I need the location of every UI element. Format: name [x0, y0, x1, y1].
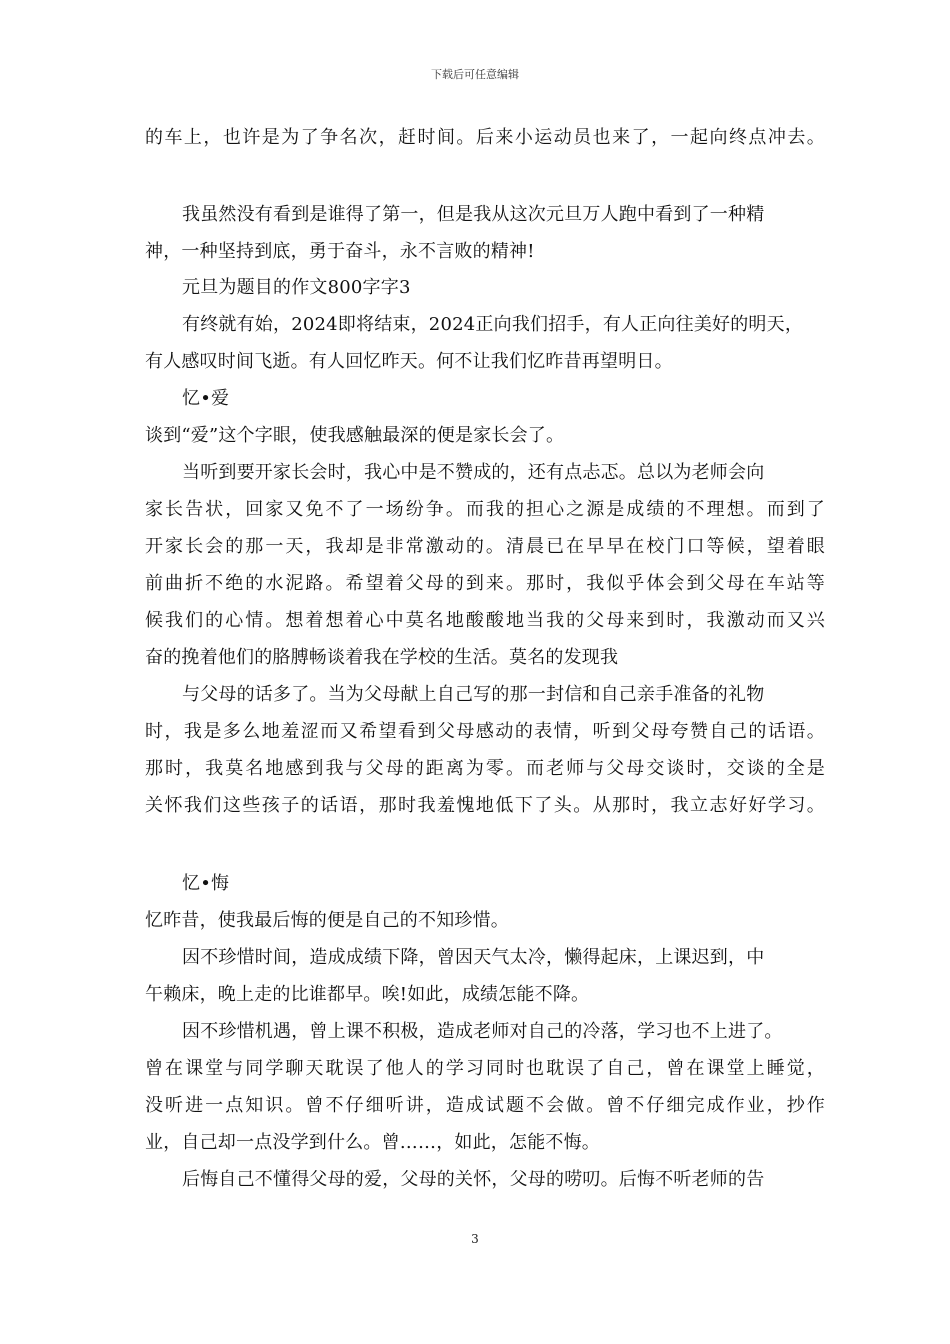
text-line: 没听进一点知识。曾不仔细听讲，造成试题不会做。曾不仔细完成作业，抄作	[145, 1095, 825, 1116]
text-line: 午赖床，晚上走的比谁都早。唉!如此，成绩怎能不降。	[145, 984, 590, 1005]
text-line: 业，自己却一点没学到什么。曾……，如此，怎能不悔。	[145, 1132, 600, 1153]
page-header: 下载后可任意编辑	[431, 68, 519, 81]
text-line: 时，我是多么地羞涩而又希望看到父母感动的表情，听到父母夸赞自己的话语。	[145, 721, 825, 742]
text-line: 的车上，也许是为了争名次，赶时间。后来小运动员也来了，一起向终点冲去。	[145, 127, 825, 148]
section-heading: 忆•爱	[182, 388, 230, 409]
text-line: 神，一种坚持到底，勇于奋斗，永不言败的精神!	[145, 241, 535, 262]
text-line: 家长告状，回家又免不了一场纷争。而我的担心之源是成绩的不理想。而到了	[145, 499, 825, 520]
text-line: 元旦为题目的作文800字字3	[182, 277, 411, 298]
text-line: 候我们的心情。想着想着心中莫名地酸酸地当我的父母来到时，我激动而又兴	[145, 610, 825, 631]
text-line: 谈到“爱”这个字眼，使我感触最深的便是家长会了。	[145, 425, 565, 446]
text-line: 有人感叹时间飞逝。有人回忆昨天。何不让我们忆昨昔再望明日。	[145, 351, 673, 372]
text-line: 前曲折不绝的水泥路。希望着父母的到来。那时，我似乎体会到父母在车站等	[145, 573, 825, 594]
page-number: 3	[471, 1232, 479, 1246]
text-line: 因不珍惜时间，造成成绩下降，曾因天气太冷，懒得起床，上课迟到，中	[182, 947, 765, 968]
text-line: 奋的挽着他们的胳膊畅谈着我在学校的生活。莫名的发现我	[145, 647, 619, 668]
text-line: 有终就有始，2024即将结束，2024正向我们招手，有人正向往美好的明天，	[182, 314, 804, 335]
text-line: 当听到要开家长会时，我心中是不赞成的，还有点忐忑。总以为老师会向	[182, 462, 765, 483]
text-line: 那时，我莫名地感到我与父母的距离为零。而老师与父母交谈时，交谈的全是	[145, 758, 825, 779]
text-line: 后悔自己不懂得父母的爱，父母的关怀，父母的唠叨。后悔不听老师的告	[182, 1169, 765, 1190]
text-line: 因不珍惜机遇，曾上课不积极，造成老师对自己的冷落，学习也不上进了。	[182, 1021, 783, 1042]
section-heading: 忆•悔	[182, 873, 230, 894]
text-line: 与父母的话多了。当为父母献上自己写的那一封信和自己亲手准备的礼物	[182, 684, 765, 705]
text-line: 我虽然没有看到是谁得了第一，但是我从这次元旦万人跑中看到了一种精	[182, 204, 765, 225]
text-line: 曾在课堂与同学聊天耽误了他人的学习同时也耽误了自己，曾在课堂上睡觉，	[145, 1058, 825, 1079]
text-line: 关怀我们这些孩子的话语，那时我羞愧地低下了头。从那时，我立志好好学习。	[145, 795, 825, 816]
text-line: 忆昨昔，使我最后悔的便是自己的不知珍惜。	[145, 910, 509, 931]
text-line: 开家长会的那一天，我却是非常激动的。清晨已在早早在校门口等候，望着眼	[145, 536, 825, 557]
